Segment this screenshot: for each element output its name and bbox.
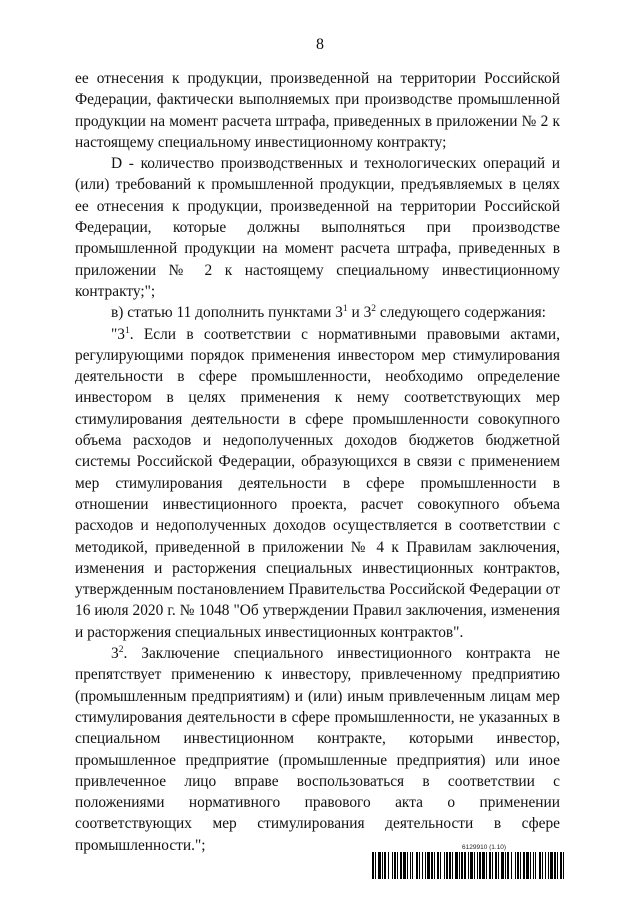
- superscript: 2: [118, 645, 124, 656]
- superscript: 2: [371, 304, 377, 315]
- point-number: "3: [111, 325, 125, 343]
- page-number: 8: [316, 36, 324, 53]
- document-code: 6129910 (1.10): [462, 844, 507, 851]
- barcode: [372, 852, 564, 879]
- amendment-text: следующего содержания:: [376, 304, 546, 322]
- document-body: [75, 68, 560, 856]
- paragraph-continuation: ее отнесения к продукции, произведенной на территории Российской Федерации, фактически выполняемых при производстве промышленной продукции на момент расчета штрафа, приведенных в приложении № 2 к настоящему специальному инвестиционному контракту;: [75, 70, 560, 151]
- point-number: 3: [111, 645, 119, 663]
- paragraph-d-definition: D - количество производственных и технологических операций и (или) требований к промышленной продукции, предъявляемых в целях ее отнесения к продукции, произведенной на территории Российской Федерации, которые должны выполняться при производстве промышленной продукции на момент расчета штрафа, приведенных в приложении № 2 к настоящему специальному инвестиционному контракту;";: [75, 155, 560, 300]
- superscript: 1: [342, 304, 348, 315]
- paragraph-point-3-2: [75, 643, 560, 856]
- paragraph-point-3-1: [75, 324, 560, 643]
- point-text: . Заключение специального инвестиционного контракта не препятствует применению к инвестору, привлеченному предприятию (промышленным предприятиям) и (или) иным привлеченным лицам мер стимулирования деятельности в сфере промышленности, не указанных в специальном инвестиционном контракте, которыми инвестор, промышленное предприятие (промышленные предприятия) или иное привлеченное лицо вправе воспользоваться в соответствии с положениями нормативного правового акта о применении соответствующих мер стимулирования деятельности в сфере промышленности.";: [75, 645, 560, 854]
- paragraph-article-11-amendment: [75, 302, 560, 323]
- point-text: . Если в соответствии с нормативными правовыми актами, регулирующими порядок применения инвестором мер стимулирования деятельности в сфере промышленности, необходимо определение инвестором в целях применения к нему соответствующих мер стимулирования деятельности в сфере промышленности совокупного объема расходов и недополученных доходов бюджетов бюджетной системы Российской Федерации, образующихся в связи с применением мер стимулирования деятельности в сфере промышленности в отношении инвестиционного проекта, расчет совокупного объема расходов и недополученных доходов осуществляется в соответствии с методикой, приведенной в приложении № 4 к Правилам заключения, изменения и расторжения специальных инвестиционных контрактов, утвержденным постановлением Правительства Российской Федерации от 16 июля 2020 г. № 1048 "Об утверждении Правил заключения, изменения и расторжения специальных инвестиционных контрактов".: [75, 325, 560, 641]
- amendment-text: и 3: [347, 304, 372, 322]
- amendment-text: в) статью 11 дополнить пунктами 3: [111, 304, 343, 322]
- superscript: 1: [124, 325, 130, 336]
